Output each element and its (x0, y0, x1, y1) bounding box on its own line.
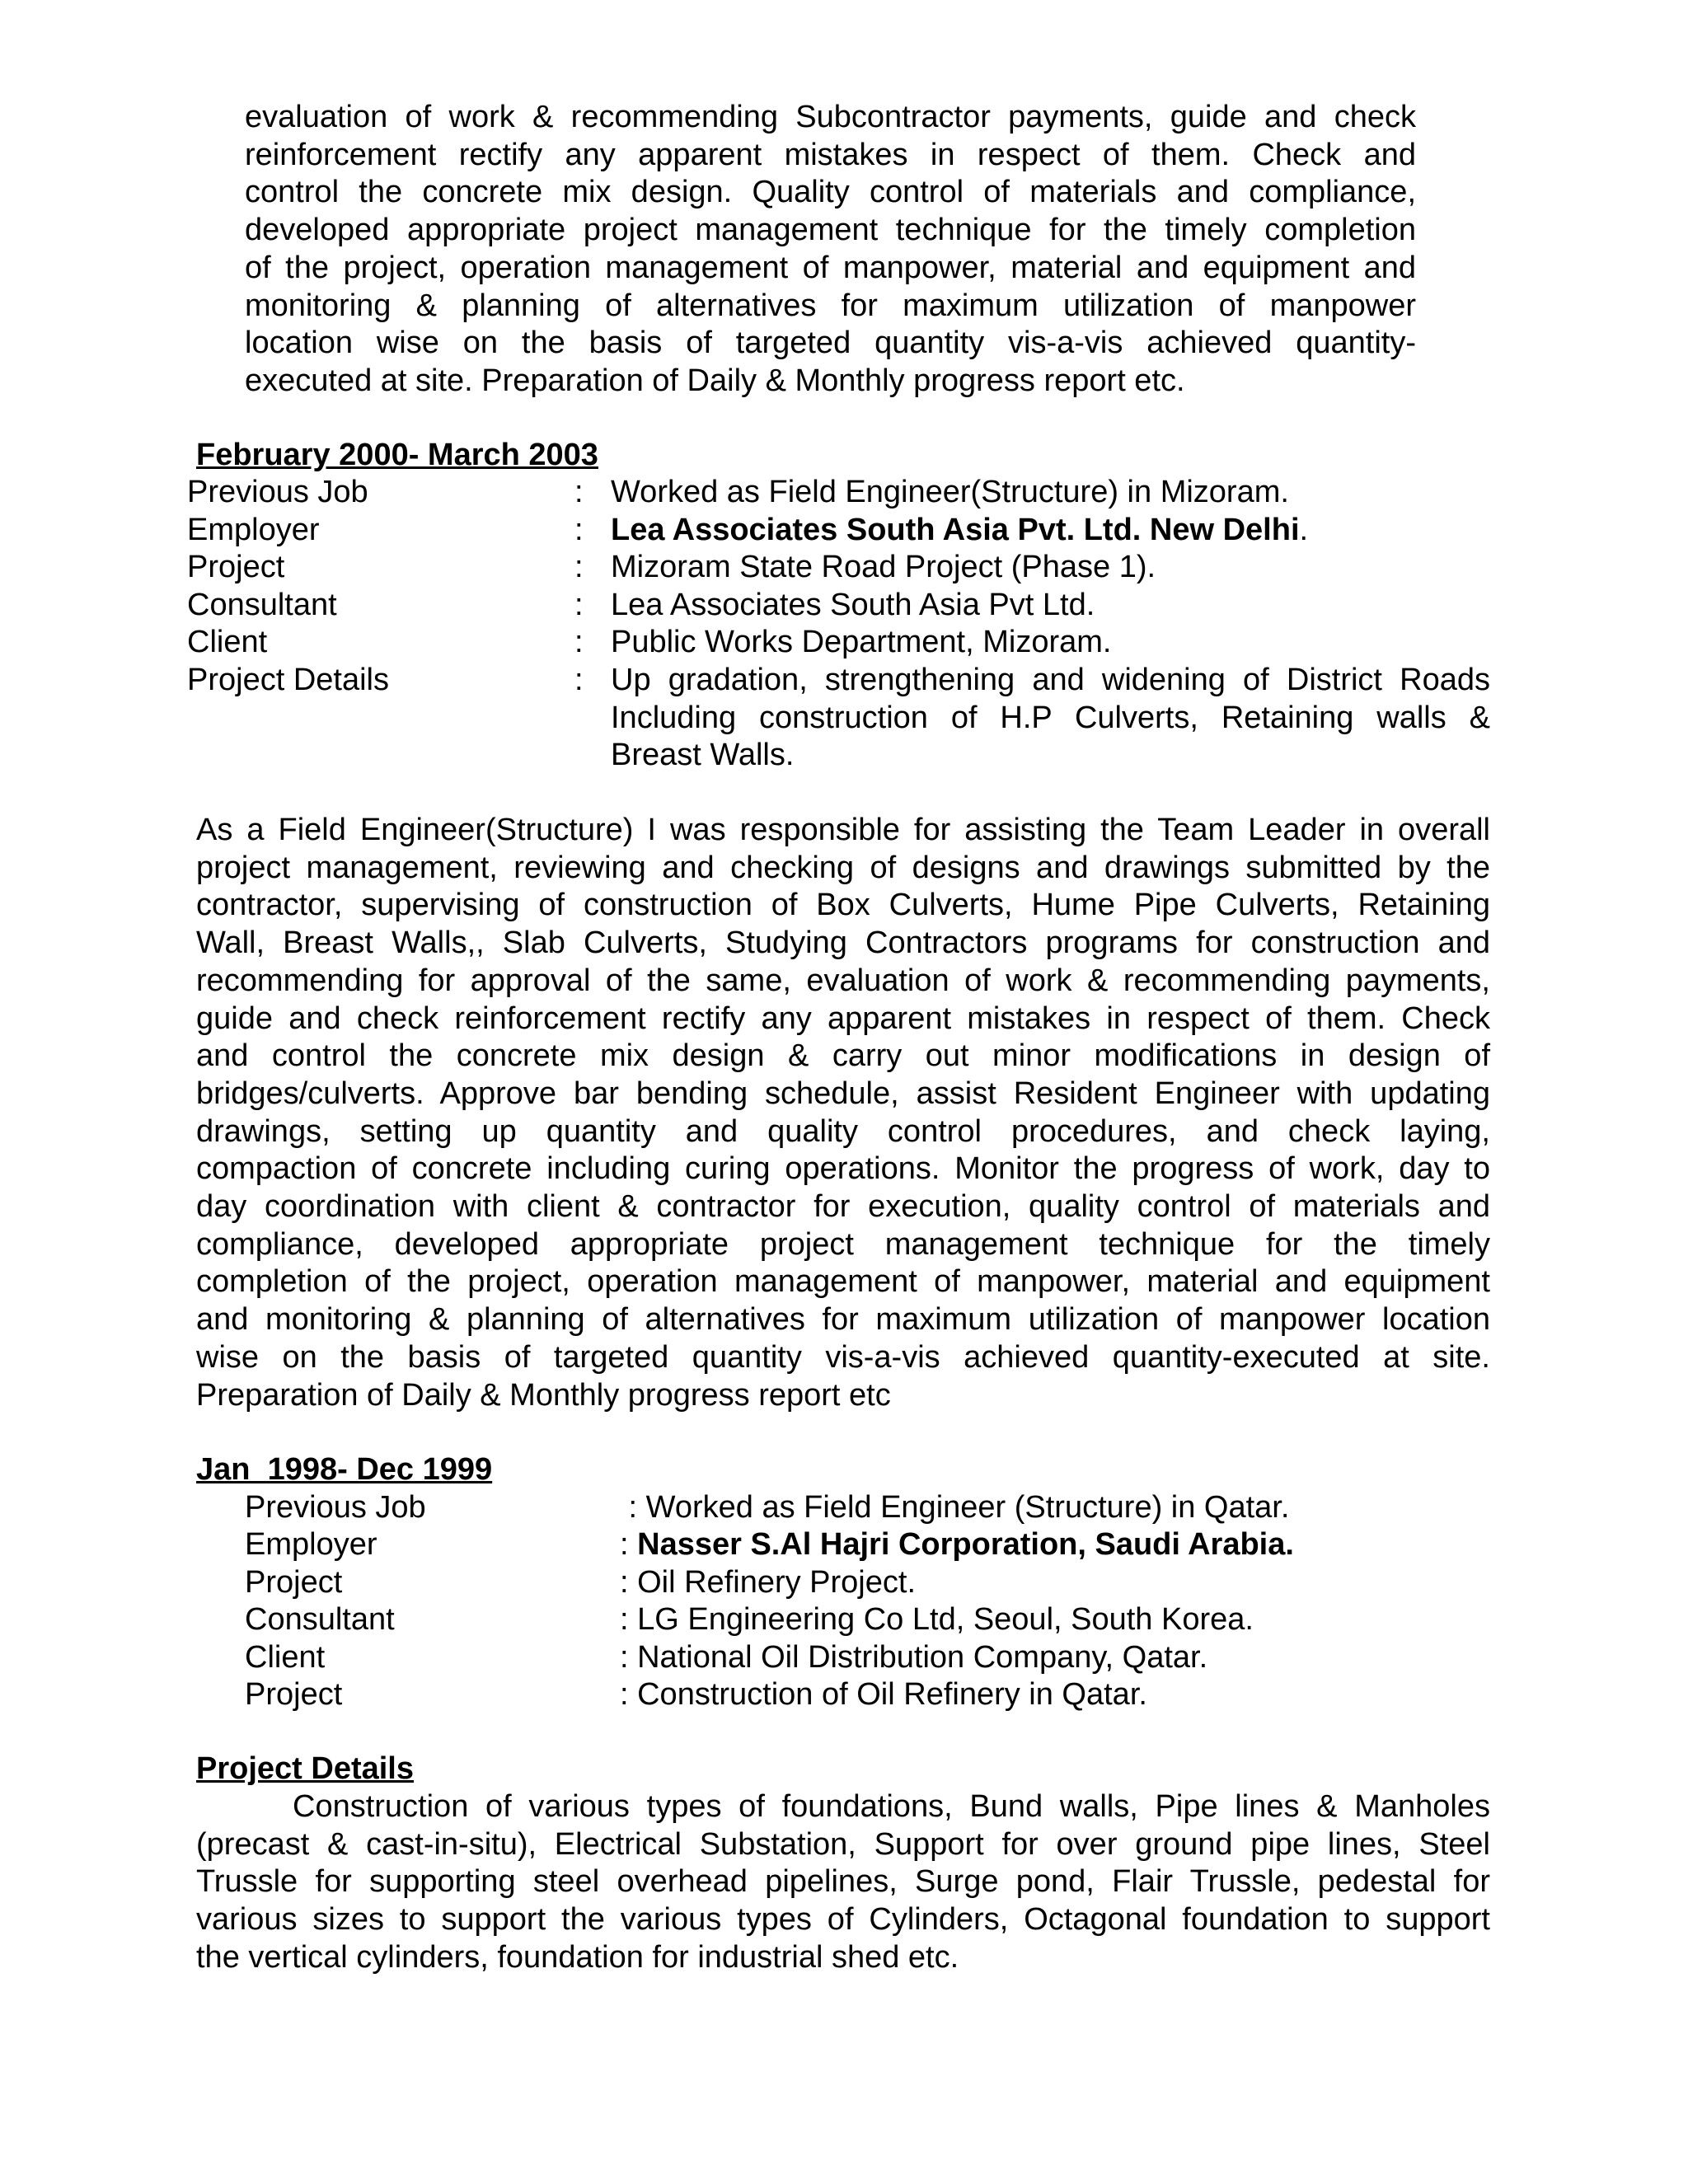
row-value: Worked as Field Engineer(Structure) in Mizoram. (611, 475, 1289, 509)
para-line: compaction of concrete including curing operations. Monitor the progress of work, day to (196, 1151, 1490, 1187)
row-label: Project (187, 550, 285, 584)
job2-period-heading: Jan 1998- Dec 1999 (196, 1452, 493, 1487)
job1-period-heading: February 2000- March 2003 (196, 438, 598, 472)
row-label: Project (245, 1565, 343, 1600)
details-para-line: the vertical cylinders, foundation for industrial shed etc. (196, 1939, 959, 1975)
job1-row-consultant (0, 587, 1688, 625)
row-value: : Construction of Oil Refinery in Qatar. (620, 1677, 1147, 1712)
details-line: Up gradation, strengthening and widening of District Roads (611, 663, 1490, 697)
intro-line: executed at site. Preparation of Daily & Monthly progress report etc. (245, 363, 1185, 398)
row-value: Public Works Department, Mizoram. (611, 625, 1112, 659)
para-line: wise on the basis of targeted quantity vis-a-vis achieved quantity-executed at site. (196, 1339, 1490, 1375)
intro-line: location wise on the basis of targeted quantity vis-a-vis achieved quantity- (245, 326, 1416, 361)
para-line: drawings, setting up quantity and quality control procedures, and check laying, (196, 1113, 1490, 1149)
job1-responsibilities-paragraph (196, 812, 1490, 1414)
row-separator: : (574, 663, 584, 697)
para-line: compliance, developed appropriate project management technique for the timely (196, 1226, 1490, 1262)
details-line: Breast Walls. (611, 738, 795, 773)
details-para-line: (precast & cast-in-situ), Electrical Substation, Support for over ground pipe lines, Steel (196, 1826, 1490, 1862)
project-details-heading: Project Details (196, 1751, 414, 1786)
row-value: : Oil Refinery Project. (620, 1565, 916, 1600)
para-line: Preparation of Daily & Monthly progress report etc (196, 1377, 891, 1413)
para-line: bridges/culverts. Approve bar bending schedule, assist Resident Engineer with updating (196, 1076, 1490, 1111)
details-para-line: various sizes to support the various types of Cylinders, Octagonal foundation to support (196, 1902, 1490, 1938)
details-line: Including construction of H.P Culverts, Retaining walls & (611, 700, 1490, 735)
row-label: Client (187, 625, 268, 659)
intro-paragraph (245, 99, 1416, 401)
row-separator: : (574, 625, 584, 659)
intro-line: of the project, operation management of manpower, material and equipment and (245, 250, 1416, 285)
row-label: Employer (245, 1527, 377, 1562)
project-details-value (611, 662, 1490, 775)
row-label: Consultant (245, 1602, 395, 1637)
employer-name: Lea Associates South Asia Pvt. Ltd. New Delhi (611, 513, 1300, 547)
job2-row-project-2 (0, 1676, 1688, 1714)
row-label: Consultant (187, 588, 337, 622)
employer-suffix: . (1299, 513, 1309, 547)
job1-row-project (0, 549, 1688, 587)
employer-prefix: : (620, 1527, 638, 1562)
row-separator: : (574, 475, 584, 509)
row-label: Project Details (187, 663, 389, 697)
row-label: Employer (187, 513, 320, 547)
job2-row-employer (0, 1526, 1688, 1564)
para-line: and monitoring & planning of alternatives for maximum utilization of manpower location (196, 1302, 1490, 1338)
para-line: guide and check reinforcement rectify any apparent mistakes in respect of them. Check (196, 1001, 1490, 1036)
row-label: Project (245, 1677, 343, 1712)
row-separator: : (574, 550, 584, 584)
intro-line: developed appropriate project management technique for the timely completion (245, 213, 1416, 248)
row-label: Previous Job (245, 1490, 426, 1525)
row-label: Previous Job (187, 475, 368, 509)
project-details-paragraph (196, 1788, 1490, 1977)
job2-row-previous-job (0, 1489, 1688, 1527)
row-separator: : (574, 588, 584, 622)
job1-row-client (0, 624, 1688, 662)
employer-name: Nasser S.Al Hajri Corporation, Saudi Arabia. (637, 1527, 1294, 1562)
para-line: project management, reviewing and checking of designs and drawings submitted by the (196, 850, 1490, 885)
job2-row-client (0, 1639, 1688, 1677)
job2-row-consultant (0, 1601, 1688, 1639)
row-value: : Worked as Field Engineer (Structure) in Qatar. (620, 1490, 1290, 1525)
intro-line: monitoring & planning of alternatives for maximum utilization of manpower (245, 288, 1416, 323)
job1-row-employer (0, 512, 1688, 550)
para-line: Wall, Breast Walls,, Slab Culverts, Studying Contractors programs for construction and (196, 926, 1490, 961)
job1-row-previous-job (0, 474, 1688, 512)
details-para-line: Trussle for supporting steel overhead pipelines, Surge pond, Flair Trussle, pedestal for (196, 1864, 1490, 1900)
row-value: Mizoram State Road Project (Phase 1). (611, 550, 1156, 584)
para-line: As a Field Engineer(Structure) I was responsible for assisting the Team Leader in overall (196, 813, 1490, 847)
para-line: contractor, supervising of construction of Box Culverts, Hume Pipe Culverts, Retaining (196, 888, 1490, 923)
intro-line: reinforcement rectify any apparent mistakes in respect of them. Check and (245, 137, 1416, 172)
intro-line: control the concrete mix design. Quality control of materials and compliance, (245, 175, 1416, 210)
para-line: completion of the project, operation management of manpower, material and equipment (196, 1264, 1490, 1300)
row-separator: : (574, 513, 584, 547)
details-para-line: Construction of various types of foundations, Bund walls, Pipe lines & Manholes (293, 1789, 1490, 1824)
row-label: Client (245, 1640, 326, 1675)
row-value (620, 1526, 1294, 1564)
para-line: and control the concrete mix design & carry out minor modifications in design of (196, 1038, 1490, 1074)
row-value (611, 512, 1308, 550)
row-value: Lea Associates South Asia Pvt Ltd. (611, 588, 1095, 622)
job1-row-project-details (0, 662, 1688, 777)
row-value: : National Oil Distribution Company, Qatar. (620, 1640, 1208, 1675)
para-line: day coordination with client & contractor for execution, quality control of materials and (196, 1189, 1490, 1225)
intro-line: evaluation of work & recommending Subcontractor payments, guide and check (245, 100, 1416, 134)
row-value: : LG Engineering Co Ltd, Seoul, South Korea. (620, 1602, 1254, 1637)
para-line: recommending for approval of the same, evaluation of work & recommending payments, (196, 963, 1490, 998)
job2-row-project (0, 1564, 1688, 1602)
